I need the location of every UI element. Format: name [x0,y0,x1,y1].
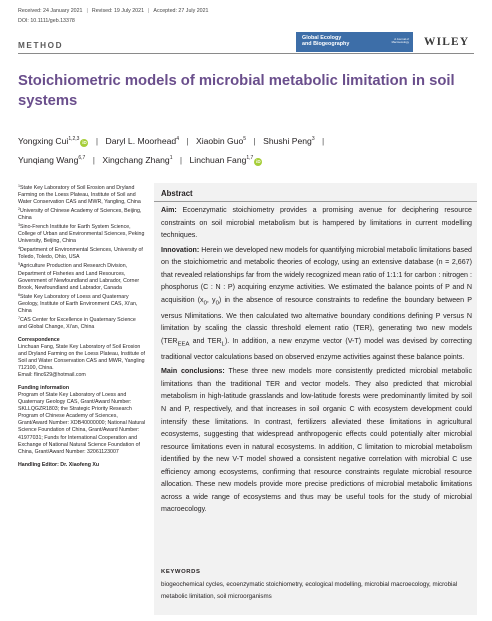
doi-link[interactable]: DOI: 10.1111/geb.13378 [18,18,75,24]
journal-name: Global Ecology and Biogeography [302,35,350,47]
author-separator: | [92,155,95,165]
abstract-heading: Abstract [161,189,193,198]
abstract-innovation: Innovation: Herein we developed new models for quantifying microbial metabolic limitations based on the stoichiometric and metabolic theories of ecology, using an extensive database (n = 2,667) that revealed relationships far from the widely recognized mean ratio of 1:1:1 for carbon : nitrogen : phosphorus (C : N : P) acquiring enzyme activities. We estimated the balance points of P and N acquisition ($x_0$, $y_0$) in the absence of resource constraints to redefine the boundary between P versus Nlimitations. We then calculated two alternative boundary conditions defining P versus N limitation by scaling the classic threshold element ratio (TER), generating two new models ($TER_{EEA}$ and $TER_L$). In addition, a new enzyme vector (V-T) model was devised by correcting traditional vector calculations based on observed enzyme activities against these balance points. [161,245,472,361]
journal-subtitle: A Journal of Macroecology [391,37,409,45]
keywords-heading: KEYWORDS [161,569,201,575]
date-separator: | [86,8,88,14]
author-name[interactable]: Xingchang Zhang [102,155,170,165]
abstract-aim: Aim: Ecoenzymatic stoichiometry provides a promising avenue for deciphering resource constraints on soil microbial metabolism but is hampered by limitations in current modelling techniques. [161,206,472,240]
affiliation-item: $^6$State Key Laboratory of Loess and Quaternary Geology, Institute of Earth Environment CAS, Xi'an, China [18,292,138,314]
author-affiliation-ref: 1,7 [246,155,254,161]
author-separator: | [186,136,189,146]
affiliation-item: $^2$University of Chinese Academy of Sciences, Beijing, China [18,207,142,222]
article-dates [18,8,208,14]
orcid-icon[interactable]: iD [82,140,87,145]
funding-text: Program of State Key Laboratory of Loess and Quaternary Geology CAS, Grant/Award Number: SKLLQGZR1803; the Strategic Priority Research Program of Chinese Academy of Sciences, Grant/Award Number: XDB40000000; National Natural Science Foundation of China, Grant/Award Number: 41977031; Funds for International Cooperation and Exchange of National Natural Science Foundation of China, Grant/Award Number: 32061123007 [18,392,146,455]
author-separator: | [322,136,325,146]
author-separator: | [179,155,183,165]
handling-editor: Handling Editor: Dr. Xiaofeng Xu [18,461,100,468]
header-divider [18,53,474,54]
author-affiliation-ref: 4 [176,136,179,142]
accepted-date: Accepted: 27 July 2021 [153,8,209,14]
correspondence-email[interactable]: Email: flinc629@hotmail.com [18,372,86,379]
publisher-logo[interactable]: WILEY [424,36,470,48]
journal-logo[interactable] [296,32,413,52]
abstract-divider [154,201,477,202]
sidebar-info [18,183,146,469]
revised-date: Revised: 19 July 2021 [91,8,145,14]
author-affiliation-ref: 3 [311,136,315,142]
author-name[interactable]: Daryl L. Moorhead [105,136,177,146]
abstract-body [161,204,472,518]
abstract-panel [154,183,477,615]
section-label: METHOD [18,41,64,50]
article-title: Stoichiometric models of microbial metabolic limitation in soil systems [18,73,455,109]
author-name[interactable]: Yunqiang Wang [18,155,79,165]
author-separator: | [253,136,256,146]
date-separator: | [148,8,150,14]
author-separator: | [95,136,99,146]
affiliation-item: $^3$Sino-French Institute for Earth System Science, College of Urban and Environmental Sciences, Peking University, Beijing, China [18,223,145,245]
affiliation-item: $^4$Department of Environmental Sciences, University of Toledo, Toledo, Ohio, USA [18,246,143,261]
author-affiliation-ref: 5 [243,136,247,142]
author-name[interactable]: Yongxing Cui [18,136,69,146]
affiliation-item: $^5$Agriculture Production and Research Division, Department of Fisheries and Land Resources, Government of Newfoundland and Labrador, Corner Brook, Newfoundland and Labrador, Canada [18,262,140,291]
author-name[interactable]: Xiaobin Guo [195,136,244,146]
affiliation-item: $^1$State Key Laboratory of Soil Erosion and Dryland Farming on the Loess Plateau, Institute of Soil and Water Conservation CAS and MWR, Yangling, China [18,184,141,206]
keywords-list: biogeochemical cycles, ecoenzymatic stoichiometry, ecological modelling, microbial macroecology, microbial metabolic limitation, soil microorganisms [161,581,458,600]
author-affiliation-ref: 1 [169,155,173,161]
correspondence-text: Linchuan Fang, State Key Laboratory of Soil Erosion and Dryland Farming on the Loess Plateau, Institute of Soil and Water Conservation CAS and MWR, Yangling 712100, China. [18,343,145,372]
author-affiliation-ref: 1,2,3 [68,136,80,142]
author-list [18,131,478,169]
orcid-icon[interactable]: iD [256,159,261,164]
affiliation-item: $^7$CAS Center for Excellence in Quaternary Science and Global Change, Xi'an, China [18,315,136,330]
received-date: Received: 24 January 2021 [18,8,83,14]
abstract-conclusions: Main conclusions: These three new models more consistently predicted microbial metabolic limitations than the traditional TER and vector models. They also predicted that microbial metabolism in high-latitude grasslands and low-latitude forests were predominantly limited by soil N and P, respectively, and that increases in soil organic C with ecosystem development could intensify these limitations. In contrast, fertilizers alleviated these limitations in agricultural ecosystems, suggesting that widespread anthropogenic effects could potentially alter microbial resource limitations even in natural ecosystems. In addition, C limitation to microbial metabolism identified by the new V-T model showed a consistent negative correlation with microbial C use efficiency among ecosystems, confirming that resource constraints regulate microbial resource allocation. These new models provide more precise predictions of microbial metabolic limitations across a wide range of ecosystems and thus may be useful tools for the study of microbial macroecology. [161,367,472,514]
correspondence-heading: Correspondence [18,336,60,343]
author-name[interactable]: Shushi Peng [263,136,312,146]
author-name[interactable]: Linchuan Fang [189,155,247,165]
author-affiliation-ref: 6,7 [78,155,86,161]
funding-heading: Funding information [18,385,70,392]
